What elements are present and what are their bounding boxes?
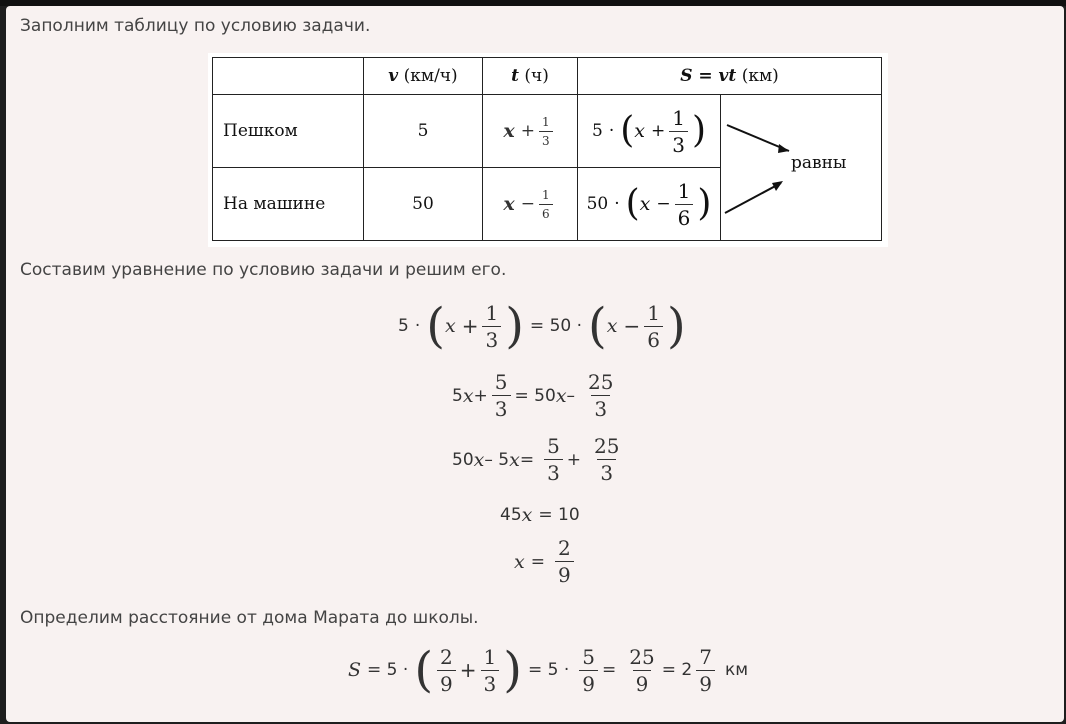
solution-card bbox=[6, 6, 1064, 722]
equation-line-1: 5 · ( x + $\frac{1}{3}$ ) = 50 · ( x − $\frac{1}{6}$ ) bbox=[398, 298, 686, 354]
result-equation: S = 5 · ( $\frac{2}{9}$ + $\frac{1}{3}$ ) = 5 · $\frac{5}{9}$ = $\frac{25}{9}$ = 2 $\frac{7}{9}$ км bbox=[348, 642, 749, 698]
time-cell: x + $\frac{1}{3}$ bbox=[483, 95, 578, 168]
table-row bbox=[213, 95, 882, 168]
speed-cell: 50 bbox=[364, 168, 483, 241]
equation-line-2: 5 x + $\frac{5}{3}$ = 50 x – $\frac{25}{3}$ bbox=[452, 370, 614, 421]
distance-cell: 5 · ( x + $\frac{1}{3}$ ) bbox=[578, 95, 721, 168]
equation-intro-text: Составим уравнение по условию задачи и решим его. bbox=[20, 260, 507, 280]
row-label-walking: Пешком bbox=[213, 95, 364, 168]
arrow-bottom bbox=[725, 183, 781, 213]
intro-text: Заполним таблицу по условию задачи. bbox=[20, 16, 371, 36]
header-time: t (ч) bbox=[483, 58, 578, 95]
equation-line-4: 45 x = 10 bbox=[500, 504, 580, 526]
header-empty-cell bbox=[213, 58, 364, 95]
task-table-container bbox=[208, 53, 888, 247]
time-cell: x − $\frac{1}{6}$ bbox=[483, 168, 578, 241]
distance-cell: 50 · ( x − $\frac{1}{6}$ ) bbox=[578, 168, 721, 241]
task-table bbox=[212, 57, 882, 241]
equation-line-5: x = $\frac{2}{9}$ bbox=[514, 538, 578, 585]
header-speed: v (км/ч) bbox=[364, 58, 483, 95]
table-header-row bbox=[213, 58, 882, 95]
equation-line-3: 50 x – 5 x = $\frac{5}{3}$ + $\frac{25}{3}$ bbox=[452, 434, 620, 485]
distance-intro-text: Определим расстояние от дома Марата до школы. bbox=[20, 608, 479, 628]
equal-cell bbox=[721, 95, 882, 241]
row-label-car: На машине bbox=[213, 168, 364, 241]
header-distance: S = vt (км) bbox=[578, 58, 882, 95]
speed-cell: 5 bbox=[364, 95, 483, 168]
equal-label: равны bbox=[791, 153, 847, 173]
